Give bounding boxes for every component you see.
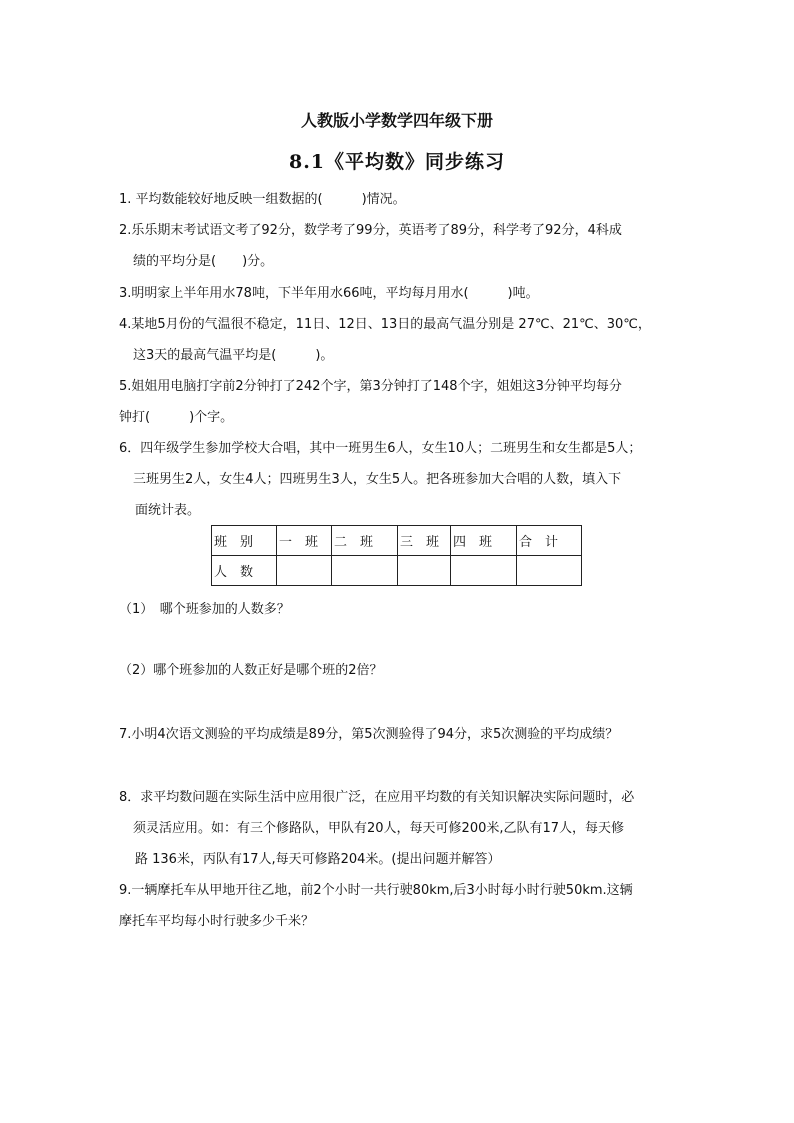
- table-row-label: 人 数: [212, 556, 277, 586]
- question-1: 1. 平均数能较好地反映一组数据的( )情况。: [119, 192, 406, 207]
- question-6-sub-2: （2）哪个班参加的人数正好是哪个班的2倍？: [119, 663, 383, 678]
- document-subtitle: 8.1《平均数》同步练习: [288, 151, 506, 173]
- question-5-line-2: 钟打( )个字。: [119, 410, 234, 425]
- question-6-line-1: 6．四年级学生参加学校大合唱，其中一班男生6人，女生10人；二班男生和女生都是5人；: [119, 441, 642, 456]
- table-header-cell: 二 班: [332, 526, 398, 556]
- table-cell-blank[interactable]: [398, 556, 451, 586]
- question-6-line-2: 三班男生2人，女生4人；四班男生3人，女生5人。把各班参加大合唱的人数，填入下: [133, 472, 622, 487]
- question-8-line-1: 8．求平均数问题在实际生活中应用很广泛，在应用平均数的有关知识解决实际问题时，必: [119, 790, 635, 805]
- question-8-line-2: 须灵活应用。如：有三个修路队，甲队有20人，每天可修200米,乙队有17人，每天修: [133, 821, 625, 836]
- table-cell-blank[interactable]: [277, 556, 332, 586]
- question-3: 3.明明家上半年用水78吨，下半年用水66吨，平均每月用水( )吨。: [119, 286, 539, 301]
- question-7: 7.小明4次语文测验的平均成绩是89分，第5次测验得了94分，求5次测验的平均成绩？: [119, 727, 619, 742]
- table-header-cell: 合 计: [517, 526, 582, 556]
- table-header-cell: 四 班: [451, 526, 517, 556]
- document-title: 人教版小学数学四年级下册: [300, 111, 493, 130]
- table-header-cell: 三 班: [398, 526, 451, 556]
- table-cell-blank[interactable]: [332, 556, 398, 586]
- table-header-row: [212, 526, 582, 556]
- question-6-line-3: 面统计表。: [135, 503, 201, 518]
- question-2-line-2: 绩的平均分是( )分。: [133, 254, 274, 269]
- question-4-line-1: 4.某地5月份的气温很不稳定，11日、12日、13日的最高气温分别是 27℃、21℃、30℃，: [119, 317, 651, 332]
- question-4-line-2: 这3天的最高气温平均是( )。: [133, 348, 334, 363]
- table-cell-blank[interactable]: [517, 556, 582, 586]
- question-9-line-2: 摩托车平均每小时行驶多少千米？: [119, 914, 315, 929]
- question-2-line-1: 2.乐乐期末考试语文考了92分，数学考了99分，英语考了89分，科学考了92分，4科成: [119, 223, 622, 238]
- statistics-table: [211, 525, 582, 586]
- table-row: [212, 556, 582, 586]
- table-header-cell: 一 班: [277, 526, 332, 556]
- question-6-sub-1: （1） 哪个班参加的人数多？: [119, 602, 290, 617]
- question-9-line-1: 9.一辆摩托车从甲地开往乙地，前2个小时一共行驶80km,后3小时每小时行驶50km.这辆: [119, 883, 633, 898]
- table-cell-blank[interactable]: [451, 556, 517, 586]
- question-5-line-1: 5.姐姐用电脑打字前2分钟打了242个字，第3分钟打了148个字，姐姐这3分钟平均每分: [119, 379, 622, 394]
- table-header-cell: 班 别: [212, 526, 277, 556]
- question-8-line-3: 路 136米，丙队有17人,每天可修路204米。(提出问题并解答）: [135, 852, 501, 867]
